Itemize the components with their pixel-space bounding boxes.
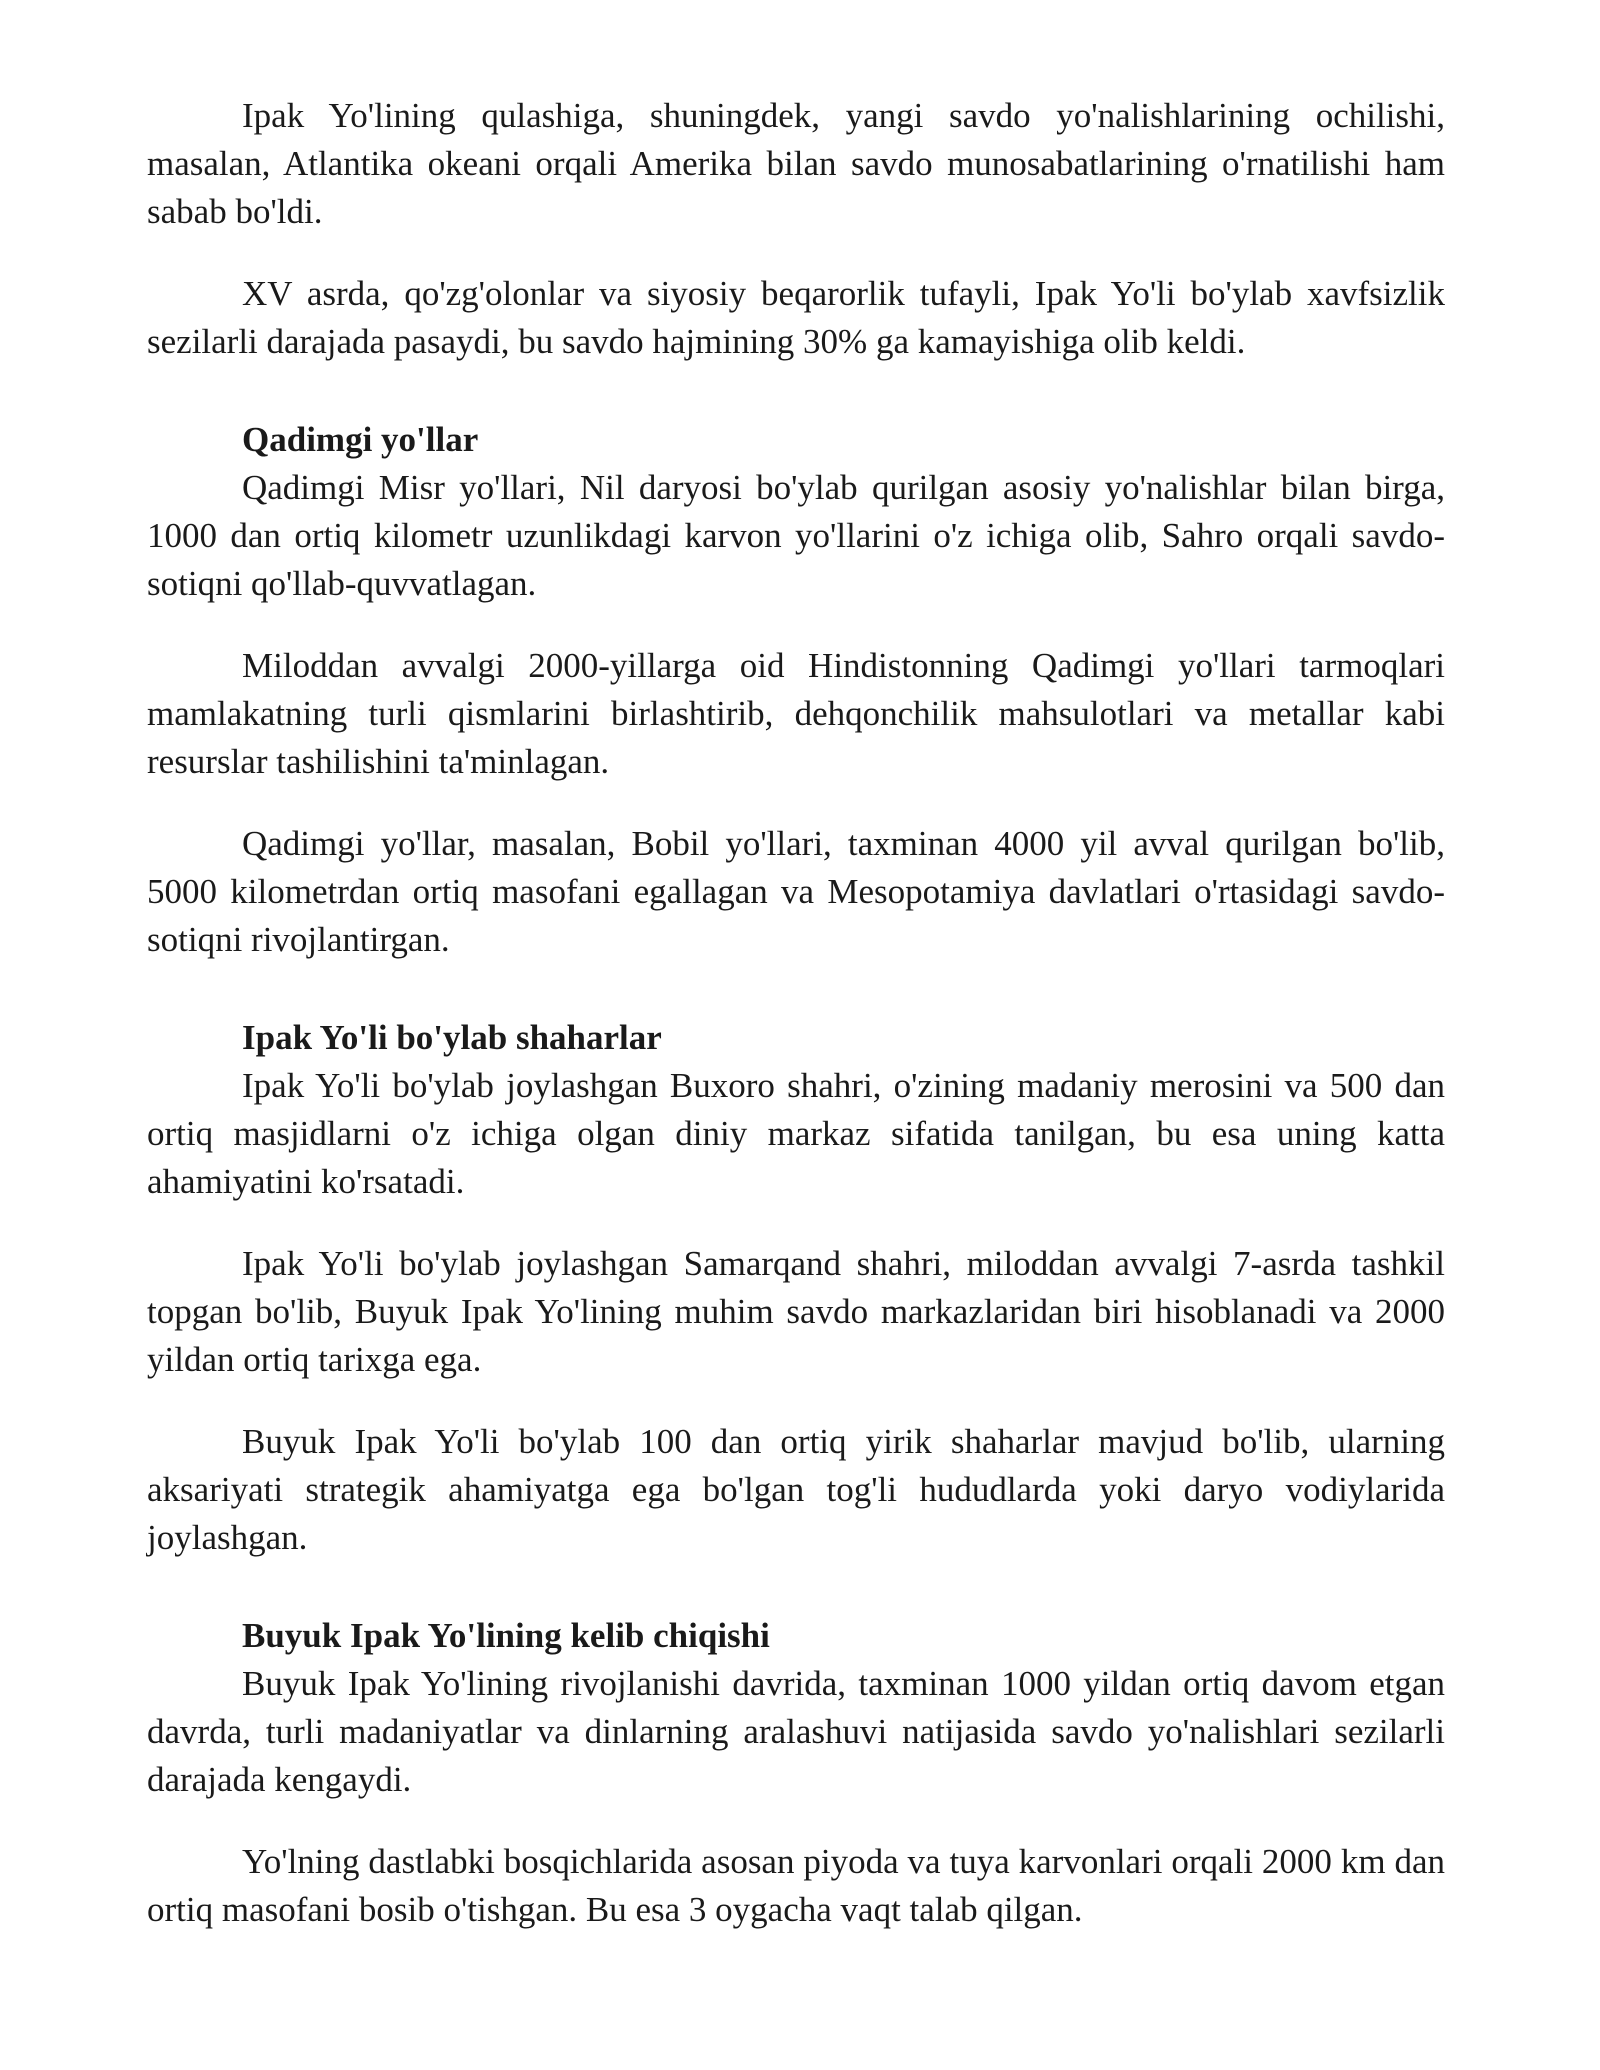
section-paragraph: Miloddan avvalgi 2000-yillarga oid Hindistonning Qadimgi yo'llari tarmoqlari mamlakatning turli qismlarini birlashtirib, dehqonchilik mahsulotlari va metallar kabi resurslar tashilishini ta'minlagan. — [147, 646, 1445, 781]
section-heading: Ipak Yo'li bo'ylab shaharlar — [242, 1018, 662, 1057]
section-paragraph: Ipak Yo'li bo'ylab joylashgan Buxoro shahri, o'zining madaniy merosini va 500 dan ortiq masjidlarni o'z ichiga olgan diniy markaz sifatida tanilgan, bu esa uning katta ahamiyatini ko'rsatadi. — [147, 1066, 1445, 1201]
intro-paragraph: XV asrda, qo'zg'olonlar va siyosiy beqarorlik tufayli, Ipak Yo'li bo'ylab xavfsizlik sezilarli darajada pasaydi, bu savdo hajmining 30% ga kamayishiga olib keldi. — [147, 274, 1445, 361]
section-paragraph: Qadimgi Misr yo'llari, Nil daryosi bo'ylab qurilgan asosiy yo'nalishlar bilan birga, 1000 dan ortiq kilometr uzunlikdagi karvon yo'llarini o'z ichiga olib, Sahro orqali savdo-sotiqni qo'llab-quvvatlagan. — [147, 468, 1445, 603]
section-paragraph: Buyuk Ipak Yo'lining rivojlanishi davrida, taxminan 1000 yildan ortiq davom etgan davrda, turli madaniyatlar va dinlarning aralashuvi natijasida savdo yo'nalishlari sezilarli darajada kengaydi. — [147, 1664, 1445, 1799]
section-heading: Qadimgi yo'llar — [242, 420, 479, 459]
section-paragraph: Ipak Yo'li bo'ylab joylashgan Samarqand shahri, miloddan avvalgi 7-asrda tashkil topgan bo'lib, Buyuk Ipak Yo'lining muhim savdo markazlaridan biri hisoblanadi va 2000 yildan ortiq tarixga ega. — [147, 1244, 1445, 1379]
section-heading: Buyuk Ipak Yo'lining kelib chiqishi — [242, 1616, 770, 1655]
document-page — [147, 92, 1445, 1968]
section-paragraph: Qadimgi yo'llar, masalan, Bobil yo'llari, taxminan 4000 yil avval qurilgan bo'lib, 5000 kilometrdan ortiq masofani egallagan va Mesopotamiya davlatlari o'rtasidagi savdo-sotiqni rivojlantirgan. — [147, 824, 1445, 959]
intro-paragraph: Ipak Yo'lining qulashiga, shuningdek, yangi savdo yo'nalishlarining ochilishi, masalan, Atlantika okeani orqali Amerika bilan savdo munosabatlarining o'rnatilishi ham sabab bo'ldi. — [147, 96, 1445, 231]
section-paragraph: Yo'lning dastlabki bosqichlarida asosan piyoda va tuya karvonlari orqali 2000 km dan ortiq masofani bosib o'tishgan. Bu esa 3 oygacha vaqt talab qilgan. — [147, 1842, 1445, 1929]
section-paragraph: Buyuk Ipak Yo'li bo'ylab 100 dan ortiq yirik shaharlar mavjud bo'lib, ularning aksariyati strategik ahamiyatga ega bo'lgan tog'li hududlarda yoki daryo vodiylarida joylashgan. — [147, 1422, 1445, 1557]
